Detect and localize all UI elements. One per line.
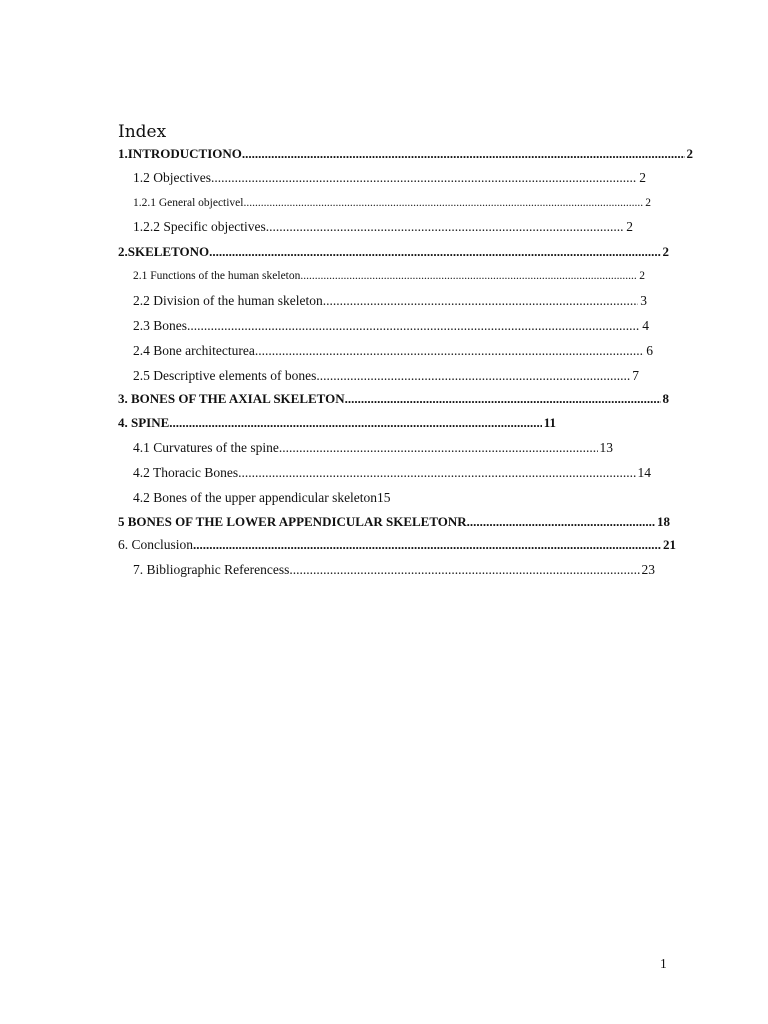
toc-entry-text: 4.2 Thoracic Bones — [133, 465, 239, 480]
toc-entry-text: 2.4 Bone architecturea — [133, 343, 255, 358]
toc-entry-page: 18 — [657, 514, 670, 529]
toc-entry-axial-skeleton[interactable] — [118, 391, 669, 407]
toc-entry-division-skeleton[interactable] — [133, 293, 647, 309]
toc-entry-page: 14 — [637, 465, 651, 480]
toc-entry-text: 6. Conclusion — [118, 537, 194, 552]
toc-entry-page: 4 — [642, 318, 649, 333]
toc-entry-text: 1.INTRODUCTIONO — [118, 146, 242, 161]
toc-leader — [289, 562, 639, 578]
toc-entry-page: 11 — [543, 415, 556, 430]
toc-entry-page: 13 — [599, 440, 613, 455]
toc-entry-bones[interactable] — [133, 318, 649, 334]
toc-leader — [316, 368, 630, 384]
toc-entry-page: 2 — [639, 170, 646, 185]
toc-entry-functions-skeleton[interactable] — [133, 268, 645, 284]
toc-entry-text: 5 BONES OF THE LOWER APPENDICULAR SKELETONR — [118, 514, 467, 529]
toc-entry-skeleton[interactable] — [118, 244, 669, 260]
toc-leader — [345, 391, 661, 407]
toc-entry-introduction[interactable] — [118, 146, 693, 162]
toc-entry-specific-objectives[interactable] — [133, 219, 633, 235]
toc-entry-text: 2.1 Functions of the human skeleton — [133, 270, 301, 282]
toc-entry-text: 2.3 Bones — [133, 318, 187, 333]
toc-entry-text: 4.1 Curvatures of the spine — [133, 440, 279, 455]
toc-entry-text: 2.SKELETONO — [118, 244, 210, 259]
toc-leader — [238, 465, 635, 481]
toc-entry-text: 4. SPINE — [118, 415, 170, 430]
toc-entry-page: 6 — [646, 343, 653, 358]
toc-entry-conclusion[interactable] — [118, 537, 676, 553]
toc-entry-page: 23 — [641, 562, 655, 577]
toc-leader — [211, 170, 637, 186]
toc-leader — [255, 343, 644, 359]
toc-leader — [169, 415, 541, 431]
toc-entry-page: 2 — [639, 270, 645, 282]
toc-entry-bibliographic-references[interactable] — [133, 562, 655, 578]
toc-leader — [279, 440, 598, 456]
toc-entry-lower-appendicular[interactable] — [118, 514, 670, 530]
toc-entry-text: 3. BONES OF THE AXIAL SKELETON — [118, 391, 345, 406]
toc-entry-text: 1.2.1 General objectivel — [133, 197, 244, 209]
toc-entry-text: 7. Bibliographic Referencess — [133, 562, 290, 577]
toc-entry-spine[interactable] — [118, 415, 556, 431]
toc-entry-text: 2.2 Division of the human skeleton — [133, 293, 323, 308]
toc-entry-thoracic-bones[interactable] — [133, 465, 651, 481]
toc-entry-general-objective[interactable] — [133, 195, 651, 211]
toc-entry-text: 1.2 Objectives — [133, 170, 211, 185]
toc-entry-page: 3 — [640, 293, 647, 308]
toc-leader — [266, 219, 625, 235]
toc-entry-page: 2 — [686, 146, 693, 161]
toc-entry-descriptive-elements[interactable] — [133, 368, 639, 384]
toc-entry-page: 7 — [632, 368, 639, 383]
toc-leader — [323, 293, 639, 309]
toc-entry-page: 2 — [645, 197, 651, 209]
toc-leader — [187, 318, 640, 334]
toc-entry-text: 4.2 Bones of the upper appendicular skeleton15 — [133, 490, 391, 505]
toc-entry-upper-appendicular[interactable] — [133, 490, 391, 506]
toc-entry-page: 2 — [626, 219, 633, 234]
page-title: Index — [118, 122, 167, 142]
toc-entry-page: 21 — [663, 537, 676, 552]
toc-entry-objectives[interactable] — [133, 170, 646, 186]
toc-entry-curvatures-spine[interactable] — [133, 440, 613, 456]
page-number: 1 — [660, 956, 667, 971]
toc-leader — [300, 268, 637, 284]
toc-entry-page: 2 — [662, 244, 669, 259]
toc-entry-text: 2.5 Descriptive elements of bones — [133, 368, 317, 383]
toc-leader — [467, 514, 655, 530]
toc-leader — [244, 195, 644, 211]
toc-entry-bone-architecture[interactable] — [133, 343, 653, 359]
toc-entry-text: 1.2.2 Specific objectives — [133, 219, 266, 234]
toc-entry-page: 8 — [662, 391, 669, 406]
toc-leader — [209, 244, 660, 260]
toc-leader — [193, 537, 661, 553]
toc-leader — [242, 146, 685, 162]
